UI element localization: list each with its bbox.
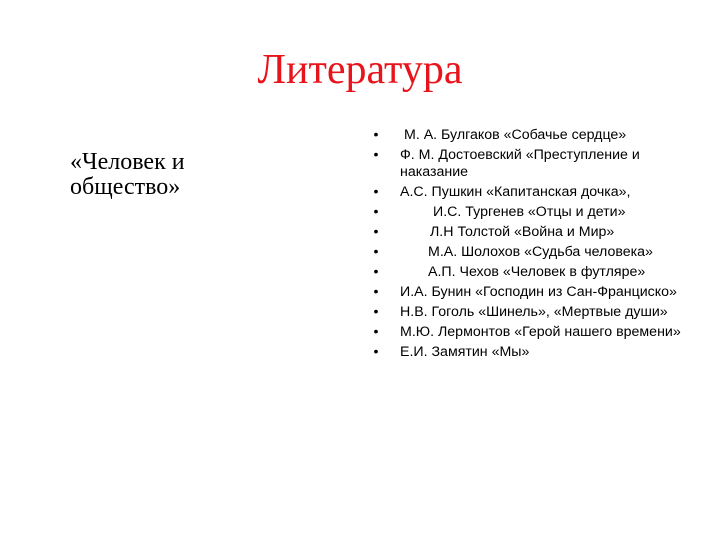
list-item bbox=[370, 127, 690, 144]
list-item bbox=[370, 344, 690, 361]
list-item bbox=[370, 324, 690, 341]
list-item-text: А.С. Пушкин «Капитанская дочка», bbox=[400, 184, 631, 200]
list-item-text: Н.В. Гоголь «Шинель», «Мертвые души» bbox=[400, 304, 668, 320]
bullet-icon: • bbox=[373, 184, 379, 200]
list-item-text: М.А. Шолохов «Судьба человека» bbox=[428, 244, 653, 260]
list-item bbox=[370, 204, 690, 221]
bullet-icon: • bbox=[373, 244, 379, 260]
bullet-icon: • bbox=[373, 284, 379, 300]
list-item-text: Е.И. Замятин «Мы» bbox=[400, 344, 530, 360]
list-item bbox=[370, 147, 690, 181]
book-list bbox=[370, 127, 690, 364]
list-item-text: М.Ю. Лермонтов «Герой нашего времени» bbox=[400, 324, 681, 340]
list-item bbox=[370, 284, 690, 301]
bullet-icon: • bbox=[373, 304, 379, 320]
list-item bbox=[370, 184, 690, 201]
list-item-text: Л.Н Толстой «Война и Мир» bbox=[430, 224, 615, 240]
list-item-text: М. А. Булгаков «Собачье сердце» bbox=[404, 127, 627, 143]
list-item-text: А.П. Чехов «Человек в футляре» bbox=[428, 264, 646, 280]
list-item bbox=[370, 244, 690, 261]
bullet-icon: • bbox=[373, 224, 379, 240]
bullet-icon: • bbox=[373, 324, 379, 340]
list-item bbox=[370, 224, 690, 241]
list-item-text: И.А. Бунин «Господин из Сан-Франциско» bbox=[400, 284, 677, 300]
list-item-text: И.С. Тургенев «Отцы и дети» bbox=[433, 204, 626, 220]
bullet-icon: • bbox=[373, 127, 379, 143]
bullet-icon: • bbox=[373, 264, 379, 280]
topic-heading: «Человек и общество» bbox=[70, 149, 185, 200]
bullet-icon: • bbox=[373, 344, 379, 360]
list-item bbox=[370, 264, 690, 281]
list-item bbox=[370, 304, 690, 321]
bullet-icon: • bbox=[373, 204, 379, 220]
slide-title: Литература bbox=[257, 47, 463, 93]
list-item-text: Ф. М. Достоевский «Преступление и наказание bbox=[400, 147, 640, 180]
bullet-icon: • bbox=[373, 147, 379, 163]
